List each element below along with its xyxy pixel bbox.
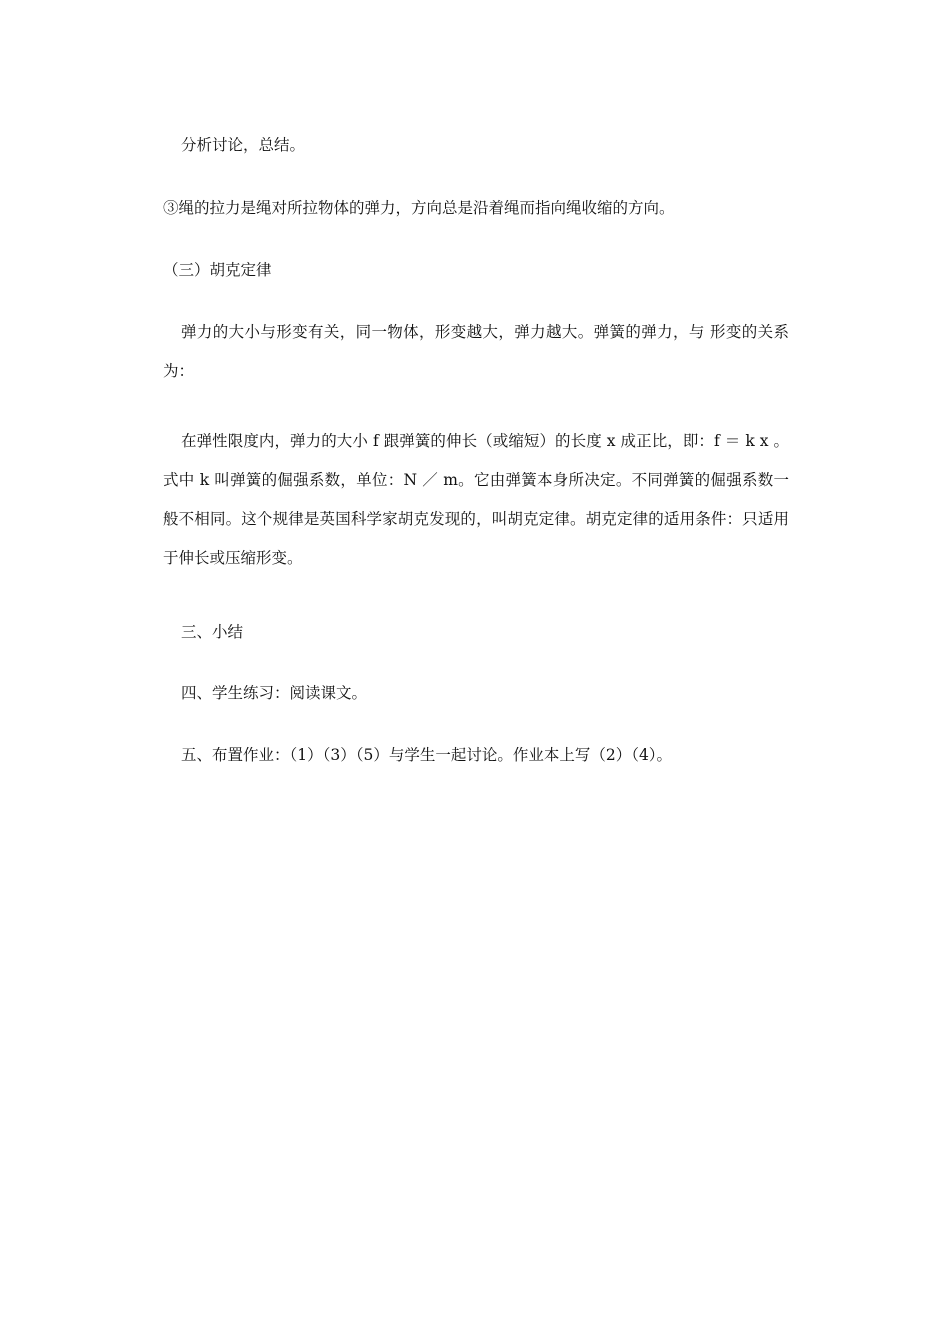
paragraph-rope-tension: ③绳的拉力是绳对所拉物体的弹力，方向总是沿着绳而指向绳收缩的方向。 <box>163 199 675 217</box>
paragraph-hookes-law-definition: 在弹性限度内，弹力的大小 f 跟弹簧的伸长（或缩短）的长度 x 成正比，即：f ＝ k x 。式中 k 叫弹簧的倔强系数，单位：N ／ m。它由弹簧本身所决定。不同弹簧的倔强系数一般不相同。这个规律是英国科学家胡克发现的，叫胡克定律。胡克定律的适用条件：只适用于伸长或压缩形变。 <box>163 432 789 567</box>
section-heading-summary: 三、小结 <box>181 623 244 641</box>
paragraph-student-practice: 四、学生练习：阅读课文。 <box>181 684 368 702</box>
paragraph-analysis-summary: 分析讨论，总结。 <box>181 136 306 154</box>
paragraph-homework-assignment: 五、布置作业：（1）（3）（5）与学生一起讨论。作业本上写（2）（4）。 <box>181 746 673 764</box>
paragraph-elastic-force-deformation: 弹力的大小与形变有关，同一物体，形变越大，弹力越大。弹簧的弹力，与 形变的关系为： <box>163 323 789 380</box>
section-heading-hookes-law: （三）胡克定律 <box>163 261 272 279</box>
